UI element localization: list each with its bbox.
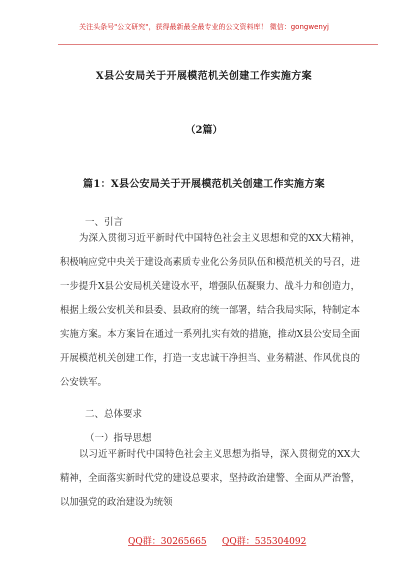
section-heading-general: 二、总体要求 [85,409,143,420]
section-heading-intro: 一、引言 [85,217,124,228]
document-count: （2篇） [185,125,223,136]
footer [0,534,408,548]
paragraph-guiding: 以习近平新时代中国特色社会主义思想为指导，深入贯彻党的XX大精神，全面落实新时代党的建设总要求，坚持政治建警、全面从严治警，以加强党的政治建设为统领 [60,449,361,508]
promo-banner: 关注头条号"公文研究"，获得最新最全最专业的公文资料库！ 微信：gongwenyj [79,23,329,31]
part-title: 篇1：X县公安局关于开展模范机关创建工作实施方案 [83,179,325,190]
footer-qq-group-link-2[interactable]: QQ群：535304092 [222,537,307,547]
subsection-heading-guiding: （一）指导思想 [85,433,152,444]
header-divider [58,44,378,45]
document-title: X县公安局关于开展模范机关创建工作实施方案 [95,71,313,82]
footer-qq-group-link-1[interactable]: QQ群：30265665 [128,537,207,547]
paragraph-intro: 为深入贯彻习近平新时代中国特色社会主义思想和党的XX大精神，积极响应党中央关于建设高素质专业化公务员队伍和模范机关的号召，进一步提升X县公安局机关建设水平，增强队伍凝聚力、战斗力和创造力，根据上级公安机关和县委、县政府的统一部署，结合我局实际，特制定本实施方案。本方案旨在通过一系列扎实有效的措施，推动X县公安局全面开展模范机关创建工作，打造一支忠诚干净担当、业务精湛、作风优良的公安铁军。 [60,233,361,388]
